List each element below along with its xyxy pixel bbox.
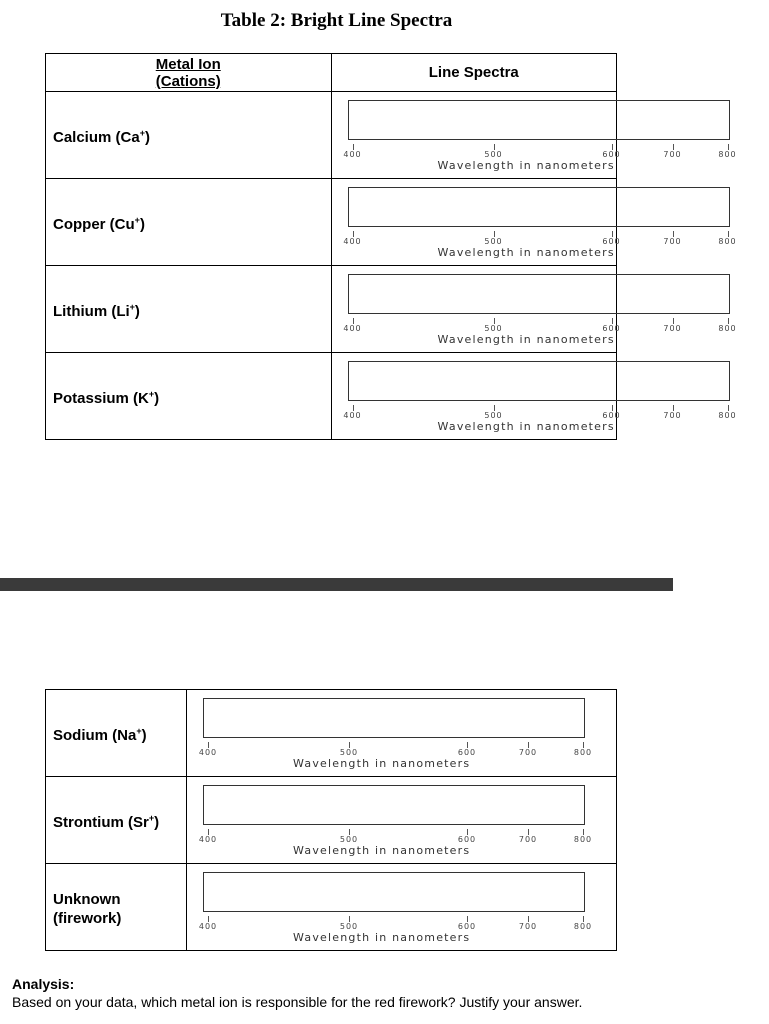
axis-tick-label: 700 — [518, 835, 538, 844]
spectrum-drawing-box[interactable] — [348, 361, 730, 401]
wavelength-axis — [332, 179, 769, 265]
spectrum-drawing-box[interactable] — [203, 698, 585, 738]
line-spectrum-cell — [331, 179, 737, 266]
axis-tick-label: 500 — [484, 237, 503, 246]
ion-charge: + — [139, 127, 145, 138]
axis-label: Wavelength in nanometers — [437, 420, 615, 433]
table-row — [46, 353, 617, 440]
axis-label: Wavelength in nanometers — [437, 246, 615, 259]
axis-label: Wavelength in nanometers — [437, 333, 615, 346]
axis-tick-label: 400 — [198, 748, 218, 757]
ion-charge: + — [129, 301, 135, 312]
axis-label: Wavelength in nanometers — [293, 844, 471, 857]
metal-ion-cell — [46, 179, 332, 266]
wavelength-axis — [187, 864, 624, 950]
analysis-heading: Analysis: — [12, 976, 75, 992]
analysis-section — [12, 975, 582, 1011]
metal-ion-suffix: (firework) — [53, 910, 122, 927]
line-spectrum-cell — [187, 777, 617, 864]
metal-ion-name: Potassium (K — [53, 389, 149, 407]
axis-tick-label: 600 — [457, 748, 477, 757]
axis-tick-label: 500 — [484, 324, 503, 333]
spectrum-drawing-box[interactable] — [348, 100, 730, 140]
axis-tick-label: 800 — [718, 411, 737, 420]
metal-ion-suffix: ) — [144, 128, 150, 146]
axis-tick-label: 500 — [484, 150, 503, 159]
axis-tick-label: 700 — [663, 411, 682, 420]
wavelength-axis — [187, 690, 624, 776]
metal-ion-cell — [46, 266, 332, 353]
spectrum-drawing-box[interactable] — [348, 274, 730, 314]
metal-ion-name: Strontium (Sr — [53, 813, 149, 831]
table-row — [46, 266, 617, 353]
ion-charge: + — [148, 388, 155, 399]
metal-ion-suffix: ) — [134, 302, 140, 320]
line-spectrum-cell — [187, 864, 617, 951]
line-spectrum-cell — [331, 353, 737, 440]
axis-tick-label: 800 — [718, 324, 737, 333]
axis-label: Wavelength in nanometers — [293, 931, 471, 944]
table-row — [46, 777, 617, 864]
header-metal-ion: Metal Ion (Cations) — [46, 54, 332, 92]
line-spectrum-cell — [187, 690, 617, 777]
table-row — [46, 179, 617, 266]
axis-label: Wavelength in nanometers — [437, 159, 615, 172]
line-spectrum-cell — [331, 266, 737, 353]
axis-tick-label: 800 — [718, 150, 737, 159]
axis-tick-label: 700 — [663, 150, 682, 159]
axis-tick-label: 800 — [573, 835, 593, 844]
axis-label: Wavelength in nanometers — [293, 757, 471, 770]
axis-tick-label: 400 — [343, 237, 362, 246]
table-row — [46, 92, 617, 179]
spectrum-drawing-box[interactable] — [203, 785, 585, 825]
axis-tick-label: 500 — [484, 411, 503, 420]
axis-tick-label: 600 — [457, 835, 477, 844]
metal-ion-suffix: ) — [154, 813, 160, 831]
axis-tick-label: 700 — [518, 922, 538, 931]
ion-charge: + — [148, 812, 155, 823]
axis-tick-label: 700 — [518, 748, 538, 757]
axis-tick-label: 600 — [602, 150, 621, 159]
axis-tick-label: 700 — [663, 324, 682, 333]
wavelength-axis — [332, 92, 769, 178]
wavelength-axis — [332, 353, 769, 439]
axis-tick-label: 800 — [718, 237, 737, 246]
metal-ion-name: Lithium (Li — [53, 302, 130, 320]
axis-tick-label: 400 — [343, 150, 362, 159]
axis-tick-label: 800 — [573, 922, 593, 931]
spectrum-drawing-box[interactable] — [203, 872, 585, 912]
metal-ion-cell — [46, 864, 187, 951]
table-row — [46, 690, 617, 777]
axis-tick-label: 500 — [339, 835, 359, 844]
table-row — [46, 864, 617, 951]
spectrum-drawing-box[interactable] — [348, 187, 730, 227]
axis-tick-label: 400 — [343, 324, 362, 333]
metal-ion-name: Copper (Cu — [53, 215, 135, 233]
metal-ion-suffix: ) — [141, 726, 147, 744]
spectra-table-top — [45, 53, 737, 440]
ion-charge: + — [136, 725, 142, 736]
table-header-row — [46, 54, 617, 92]
wavelength-axis — [187, 777, 624, 863]
axis-tick-label: 400 — [198, 922, 218, 931]
header-line-spectra: Line Spectra — [331, 54, 617, 92]
axis-tick-label: 800 — [573, 748, 593, 757]
spectra-table-bottom — [45, 689, 617, 951]
axis-tick-label: 400 — [343, 411, 362, 420]
axis-tick-label: 600 — [602, 411, 621, 420]
page-divider — [0, 578, 673, 591]
line-spectrum-cell — [331, 92, 737, 179]
ion-charge: + — [134, 214, 140, 225]
metal-ion-cell — [46, 777, 187, 864]
axis-tick-label: 400 — [198, 835, 218, 844]
axis-tick-label: 500 — [339, 748, 359, 757]
axis-tick-label: 600 — [602, 237, 621, 246]
wavelength-axis — [332, 266, 769, 352]
metal-ion-cell — [46, 353, 332, 440]
metal-ion-suffix: ) — [154, 389, 160, 407]
metal-ion-name: Sodium (Na — [53, 726, 137, 744]
axis-tick-label: 600 — [457, 922, 477, 931]
analysis-question: Based on your data, which metal ion is responsible for the red firework? Justify your answer. — [12, 994, 583, 1010]
metal-ion-suffix: ) — [139, 215, 145, 233]
metal-ion-name: Calcium (Ca — [53, 128, 140, 146]
table-title: Table 2: Bright Line Spectra — [220, 10, 453, 31]
axis-tick-label: 700 — [663, 237, 682, 246]
axis-tick-label: 600 — [602, 324, 621, 333]
metal-ion-name: Unknown — [53, 891, 121, 908]
axis-tick-label: 500 — [339, 922, 359, 931]
metal-ion-cell — [46, 690, 187, 777]
metal-ion-cell — [46, 92, 332, 179]
